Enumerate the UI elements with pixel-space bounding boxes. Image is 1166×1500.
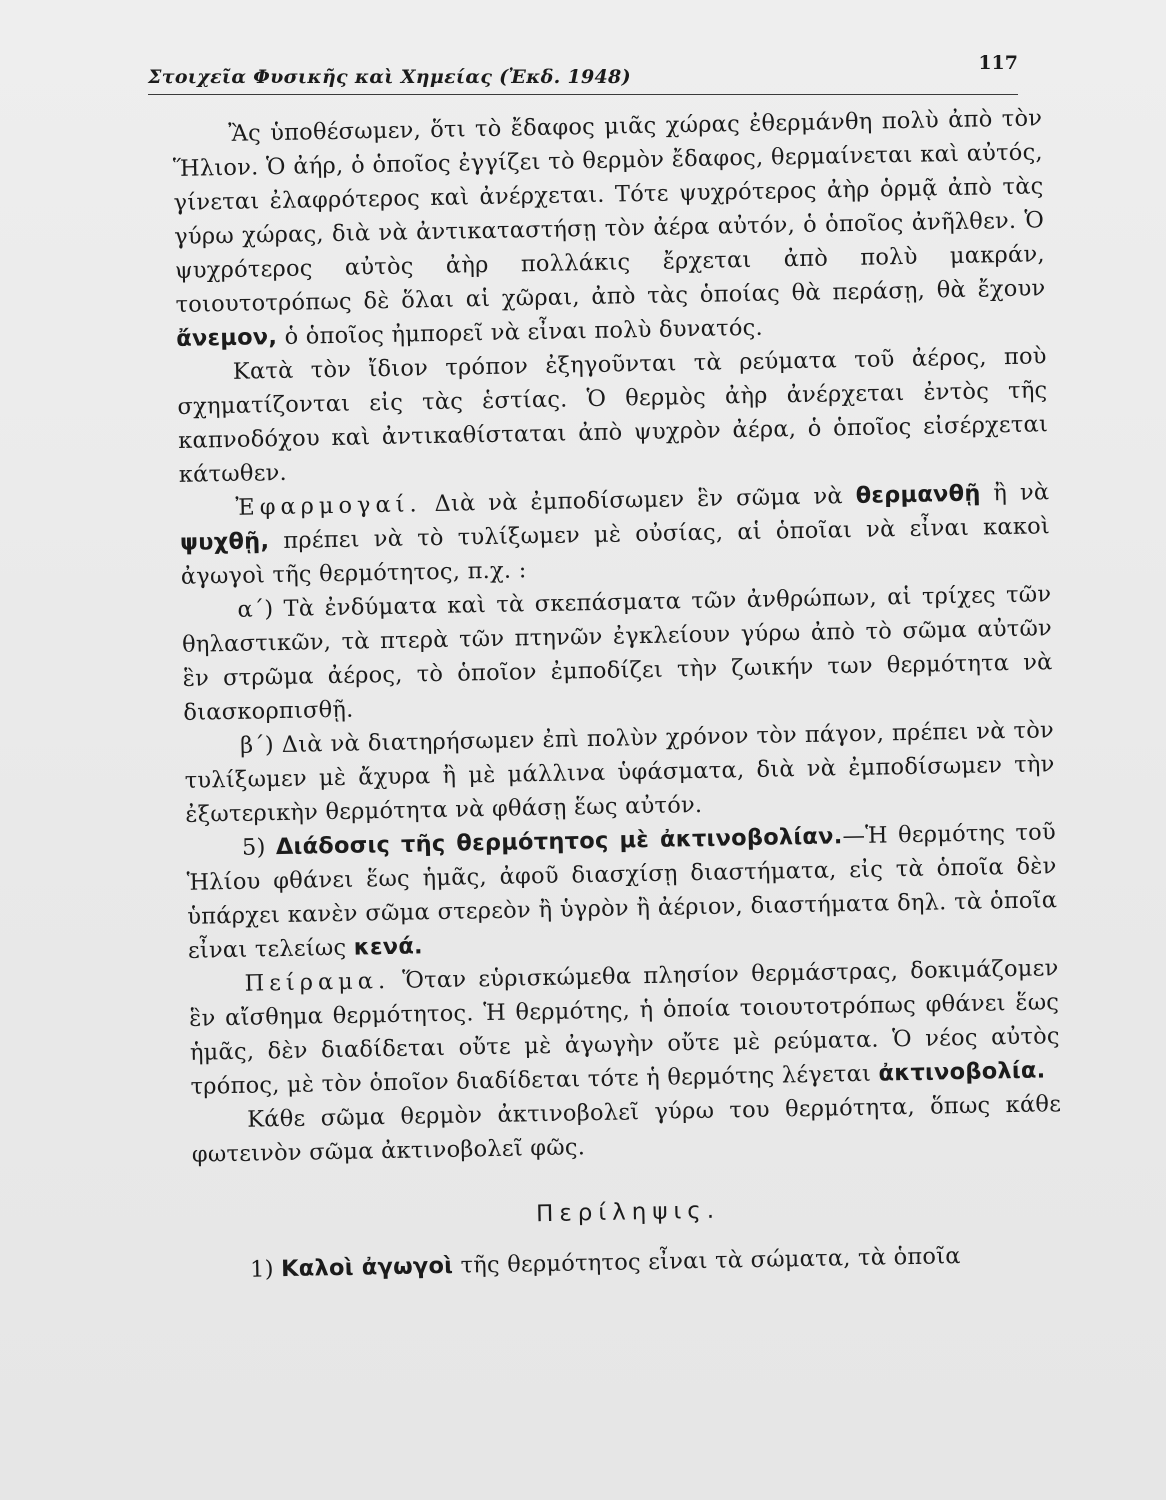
section-number: 5): [241, 834, 266, 861]
bold-term-heated: θερμανθῇ: [855, 480, 981, 509]
experiment-label: Πείραμα.: [244, 967, 391, 997]
running-title: Στοιχεῖα Φυσικῆς καὶ Χημείας (Ἐκδ. 1948): [148, 66, 631, 88]
paragraph-applications: [179, 475, 1051, 594]
paragraph-hearth-currents: Κατὰ τὸν ἴδιον τρόπον ἐξηγοῦνται τὰ ρεύματα τοῦ ἀέρος, ποὺ σχηματίζονται εἰς τὰς ἑστίας. Ὁ θερμὸς ἀὴρ ἀνέρχεται ἐντὸς τῆς καπνοδόχου καὶ ἀντικαθίσταται ἀπὸ ψυχρὸν ἀέρα, ὁ ὁποῖος εἰσέρχεται κάτωθεν.: [177, 343, 1049, 488]
paragraph-text: Ὅταν εὑρισκώμεθα πλησίον θερμάστρας, δοκιμάζομεν ἓν αἴσθημα θερμότητος. Ἡ θερμότης, ἡ ὁποία τοιουτοτρόπως φθάνει ἕως ἡμᾶς, δὲν διαδίδεται οὔτε μὲ ἀγωγὴν οὔτε μὲ ρεύματα. Ὁ νέος αὐτὸς τρόπος, μὲ τὸν ὁποῖον διαδίδεται τότε ἡ θερμότης λέγεται: [189, 955, 1061, 1100]
bold-term-anemon: ἄνεμον,: [175, 324, 278, 352]
summary-title: Περίληψις.: [535, 1197, 721, 1228]
page-header: [148, 50, 1018, 95]
paragraph-text: πρέπει νὰ τὸ τυλίξωμεν μὲ οὐσίας, αἱ ὁποῖαι νὰ εἶναι κακοὶ ἀγωγοὶ τῆς θερμότητος, π.χ. :: [180, 513, 1051, 590]
bold-term-cooled: ψυχθῇ,: [179, 528, 270, 556]
paragraph-text: ὁ ὁποῖος ἠμπορεῖ νὰ εἶναι πολὺ δυνατός.: [276, 314, 764, 351]
summary-item-1: [194, 1237, 1064, 1288]
bold-term-good-conductors: Καλοὶ ἀγωγοὶ: [280, 1252, 454, 1283]
paragraph-experiment: [188, 951, 1060, 1104]
paragraph-text: τῆς θερμότητος εἶναι τὰ σώματα, τὰ ὁποῖα: [452, 1243, 961, 1279]
bold-term-empty: κενά.: [353, 933, 424, 961]
applications-label: Ἐφαρμογαί.: [235, 491, 422, 521]
paragraph-text: —Ἡ θερμότης τοῦ Ἡλίου φθάνει ἕως ἡμᾶς, ἀφοῦ διασχίσῃ διαστήματα, εἰς τὰ ὁποῖα δὲν ὑπάρχει κανὲν σῶμα στερεὸν ἢ ὑγρὸν ἢ ἀέριον, διαστήματα δηλ. τὰ ὁποῖα εἶναι τελείως: [186, 819, 1058, 964]
section-heading: Διάδοσις τῆς θερμότητος μὲ ἀκτινοβολίαν.: [275, 823, 843, 861]
list-item-b: β΄) Διὰ νὰ διατηρήσωμεν ἐπὶ πολὺν χρόνον τὸν πάγον, πρέπει νὰ τὸν τυλίξωμεν μὲ ἄχυρα ἢ μὲ μάλλινα ὑφάσματα, διὰ νὰ ἐμποδίσωμεν τὴν ἐξωτερικὴν θερμότητα νὰ φθάσῃ ἕως αὐτόν.: [184, 717, 1055, 828]
paragraph-text: Ἂς ὑποθέσωμεν, ὅτι τὸ ἔδαφος μιᾶς χώρας ἐθερμάνθη πολὺ ἀπὸ τὸν Ἥλιον. Ὁ ἀήρ, ὁ ὁποῖος ἐγγίζει τὸ θερμὸν ἔδαφος, θερμαίνεται καὶ αὐτός, γίνεται ἐλαφρότερος καὶ ἀνέρχεται. Τότε ψυχρότερος ἀὴρ ὁρμᾷ ἀπὸ τὰς γύρω χώρας, διὰ νὰ ἀντικαταστήσῃ τὸν ἀέρα αὐτόν, ὁ ὁποῖος ἀνῆλθεν. Ὁ ψυχρότερος αὐτὸς ἀὴρ πολλάκις ἔρχεται ἀπὸ πολὺ μακράν, τοιουτοτρόπως δὲ ὅλαι αἱ χῶραι, ἀπὸ τὰς ὁποίας θὰ περάσῃ, θὰ ἔχουν: [172, 105, 1046, 318]
paragraph-text: ἢ νὰ: [980, 479, 1050, 507]
page-number: 117: [978, 52, 1018, 74]
bold-term-radiation: ἀκτινοβολία.: [878, 1057, 1046, 1087]
paragraph-text: Διὰ νὰ ἐμποδίσωμεν ἓν σῶμα νὰ: [421, 482, 856, 518]
body-text: [172, 101, 1064, 1287]
paragraph-wind: [172, 101, 1046, 356]
list-item-a: α΄) Τὰ ἐνδύματα καὶ τὰ σκεπάσματα τῶν ἀνθρώπων, αἱ τρίχες τῶν θηλαστικῶν, τὰ πτερὰ τῶν πτηνῶν ἐγκλείουν γύρω ἀπὸ τὸ σῶμα αὐτῶν ἓν στρῶμα ἀέρος, τὸ ὁποῖον ἐμποδίζει τὴν ζωικήν των θερμότητα νὰ διασκορπισθῇ.: [181, 581, 1053, 726]
summary-item-number: 1): [249, 1256, 274, 1283]
paragraph-every-body: Κάθε σῶμα θερμὸν ἀκτινοβολεῖ γύρω του θερμότητα, ὅπως κάθε φωτεινὸν σῶμα ἀκτινοβολεῖ φῶς.: [191, 1091, 1062, 1168]
section-5-radiation: [186, 815, 1058, 968]
